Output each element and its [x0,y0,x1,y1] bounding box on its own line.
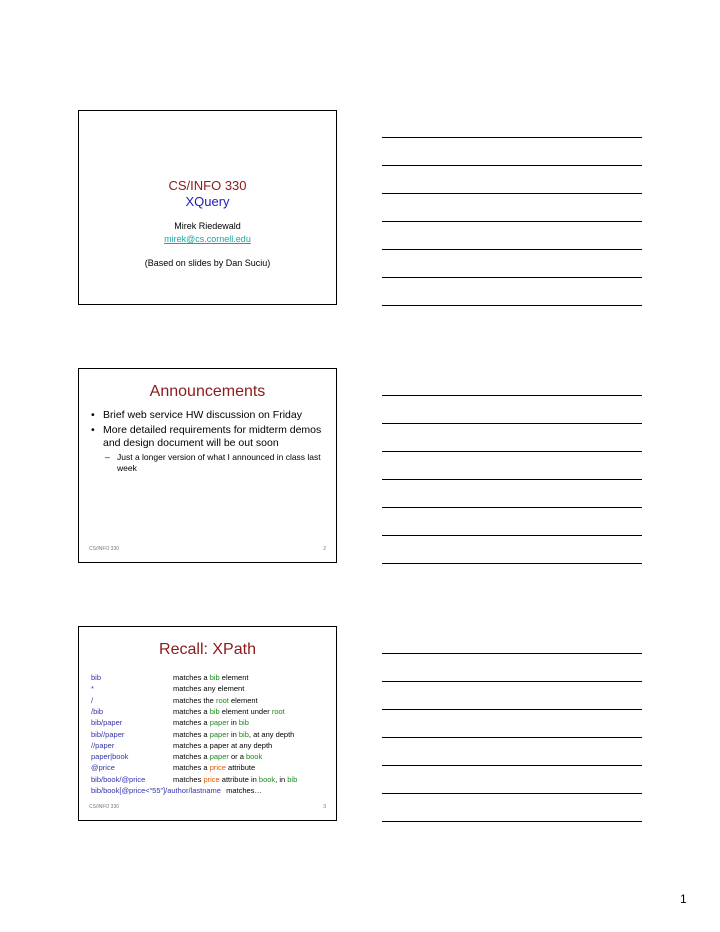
note-line [382,305,642,306]
slide-footer [89,804,326,810]
xpath-expression: bib [91,673,102,682]
note-line [382,249,642,250]
note-line [382,507,642,508]
xpath-expression: bib/paper [91,718,123,728]
xpath-expression: paper|book [91,752,129,762]
bullet-item: • More detailed requirements for midterm demos and design document will be out soon [91,424,322,449]
xpath-description: matches a price attribute [173,763,256,773]
note-line [382,193,642,194]
xpath-row [91,729,331,740]
xpath-expression: bib/book/@price [91,774,146,784]
slide-footer [89,546,326,552]
xpath-expression: / [91,695,94,705]
xpath-description: matches a bib element [173,673,249,682]
xpath-row [91,751,331,762]
note-line [382,451,642,452]
note-line [382,793,642,794]
author-name: Mirek Riedewald [174,221,241,231]
xpath-description: matches price attribute in book, in bib [173,774,298,784]
slide-title-text: XQuery [185,194,230,209]
note-line [382,221,642,222]
xpath-row [91,683,331,694]
slide-xpath [78,626,337,821]
course-title: CS/INFO 330 [168,178,247,193]
footer-course: CS/INFO 330 [89,546,120,552]
slide-announcements [78,368,337,563]
note-line [382,765,642,766]
slide-title: Announcements [149,383,266,400]
note-line [382,563,642,564]
xpath-last-row: bib/book[@price<“55”]/author/lastname matches… [91,786,262,795]
note-line [382,681,642,682]
xpath-expression: bib//paper [91,729,125,739]
xpath-row [91,706,331,717]
xpath-description: matches a paper in bib, at any depth [173,729,295,739]
xpath-description: matches a paper at any depth [173,740,273,750]
xpath-row [91,672,331,683]
sub-bullet-item: – Just a longer version of what I announced in class last week [105,452,321,473]
xpath-expression: * [91,684,94,694]
note-line [382,423,642,424]
note-line [382,395,642,396]
xpath-row [91,695,331,706]
note-line [382,137,642,138]
note-line [382,479,642,480]
xpath-expression: //paper [91,740,115,750]
xpath-expression: /bib [91,706,104,716]
footer-course: CS/INFO 330 [89,804,120,810]
note-line [382,535,642,536]
xpath-description: matches any element [173,684,245,694]
xpath-row [91,762,331,773]
xpath-expression: @price [91,763,115,773]
xpath-description: matches a paper in bib [173,718,249,728]
bullet-item: • Brief web service HW discussion on Friday [91,409,302,421]
credit-text: (Based on slides by Dan Suciu) [144,258,271,268]
xpath-row [91,717,331,728]
slide-title [78,110,337,305]
note-line [382,737,642,738]
xpath-description: matches the root element [173,695,258,705]
xpath-description: matches a bib element under root [173,706,285,716]
note-line [382,709,642,710]
xpath-row [91,740,331,751]
slide-title: Recall: XPath [159,641,256,658]
page-number: 1 [680,892,687,906]
note-line [382,277,642,278]
note-line [382,165,642,166]
note-line [382,821,642,822]
xpath-row [91,774,331,785]
note-line [382,653,642,654]
slide-number: 2 [323,546,326,552]
email-link[interactable]: mirek@cs.cornell.edu [164,234,251,244]
slide-number: 3 [323,804,326,810]
bullet-list [91,409,331,474]
xpath-description: matches a paper or a book [173,752,263,762]
